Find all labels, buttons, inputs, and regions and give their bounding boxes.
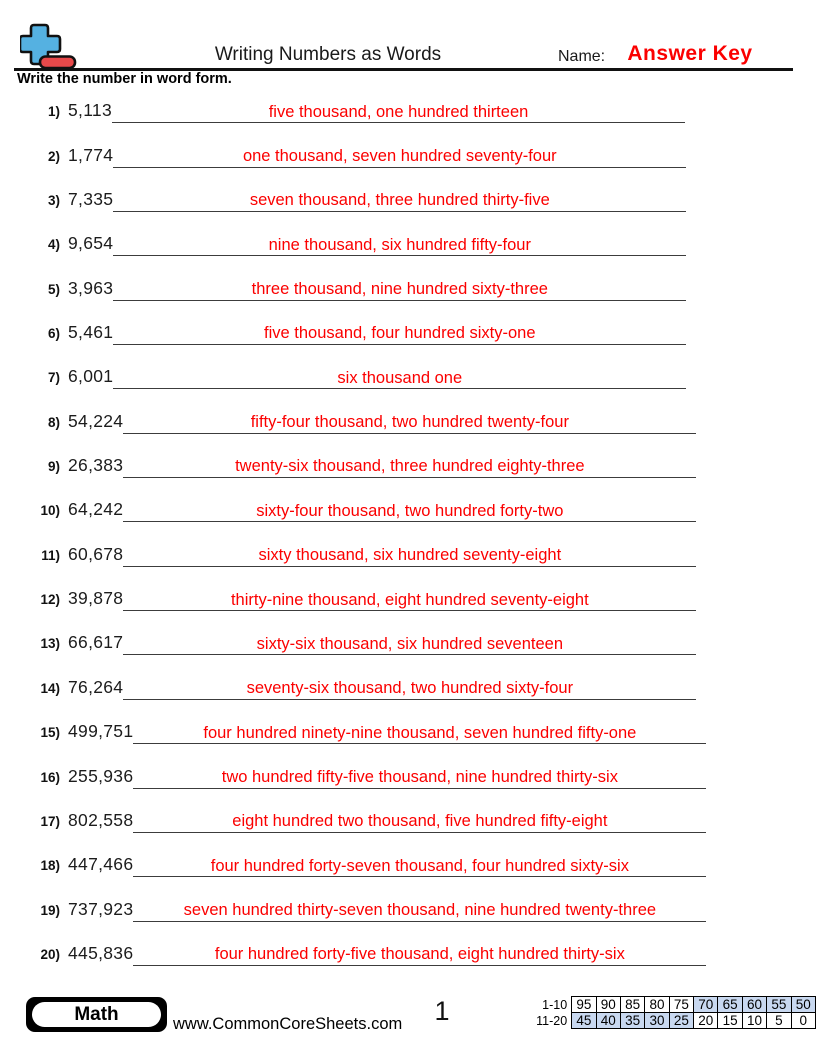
- problem-row: [30, 434, 750, 478]
- answer-text: four hundred ninety-nine thousand, seven hundred fifty-one: [203, 723, 637, 742]
- answer-blank-line: [113, 279, 686, 301]
- problem-row: [30, 611, 750, 655]
- answer-text: thirty-nine thousand, eight hundred seventy-eight: [230, 590, 589, 609]
- score-cell: 25: [669, 1013, 693, 1029]
- problem-value: 66,617: [68, 632, 124, 653]
- score-cell: 45: [572, 1013, 596, 1029]
- score-row-label: 11-20: [536, 1013, 568, 1028]
- problem-number: 16): [40, 769, 60, 785]
- page-title: Writing Numbers as Words: [214, 44, 442, 65]
- subject-badge-label: Math: [74, 1003, 119, 1025]
- problem-row: [30, 877, 750, 921]
- answer-text: four hundred forty-five thousand, eight hundred thirty-six: [214, 945, 625, 964]
- problem-value: 39,878: [68, 588, 124, 609]
- answer-blank-line: [123, 678, 696, 700]
- subject-badge-pill: [32, 1002, 161, 1027]
- problem-row: [30, 655, 750, 699]
- answer-text: seventy-six thousand, two hundred sixty-four: [246, 679, 574, 698]
- problem-number: 14): [40, 680, 60, 696]
- page-number: 1: [434, 996, 450, 1026]
- answer-text: sixty thousand, six hundred seventy-eight: [258, 546, 562, 565]
- problem-number: 7): [47, 370, 60, 386]
- score-cell: 35: [620, 1013, 644, 1029]
- problem-row: [30, 922, 750, 966]
- answer-blank-line: [123, 501, 696, 523]
- problem-row: [30, 212, 750, 256]
- problem-number: 13): [40, 636, 60, 652]
- answer-blank-line: [133, 944, 706, 966]
- answer-text: six thousand one: [337, 368, 463, 387]
- problem-row: [30, 345, 750, 389]
- answer-text: one thousand, seven hundred seventy-four: [242, 147, 557, 166]
- answer-text: sixty-six thousand, six hundred seventeen: [256, 634, 563, 653]
- answer-blank-line: [113, 323, 686, 345]
- problem-number: 12): [40, 592, 60, 608]
- answer-blank-line: [123, 545, 696, 567]
- problem-number: 19): [40, 902, 60, 918]
- score-row: [530, 1013, 816, 1029]
- problem-value: 26,383: [68, 455, 124, 476]
- problem-row: [30, 301, 750, 345]
- answer-blank-line: [133, 856, 706, 878]
- problem-value: 60,678: [68, 543, 124, 564]
- answer-blank-line: [133, 811, 706, 833]
- score-cell: 40: [596, 1013, 620, 1029]
- problem-value: 255,936: [68, 765, 134, 786]
- problem-row: [30, 700, 750, 744]
- answer-blank-line: [123, 456, 696, 478]
- problem-value: 54,224: [68, 410, 124, 431]
- problem-row: [30, 789, 750, 833]
- problem-row: [30, 168, 750, 212]
- problem-row: [30, 256, 750, 300]
- problem-row: [30, 478, 750, 522]
- problem-number: 9): [47, 459, 60, 475]
- problem-number: 10): [40, 503, 60, 519]
- answer-text: fifty-four thousand, two hundred twenty-four: [250, 413, 569, 432]
- problem-value: 499,751: [68, 721, 134, 742]
- answer-blank-line: [123, 590, 696, 612]
- score-cell: 50: [791, 997, 815, 1013]
- answer-text: seven hundred thirty-seven thousand, nine hundred twenty-three: [183, 900, 657, 919]
- problem-value: 447,466: [68, 854, 134, 875]
- problem-value: 7,335: [68, 189, 114, 210]
- answer-blank-line: [112, 102, 685, 124]
- score-row: [530, 997, 816, 1013]
- problem-number: 6): [47, 326, 60, 342]
- score-cell: 85: [620, 997, 644, 1013]
- problem-number: 3): [47, 193, 60, 209]
- website-url: www.CommonCoreSheets.com: [173, 1015, 403, 1033]
- answer-blank-line: [123, 412, 696, 434]
- instruction-text: Write the number in word form.: [17, 71, 232, 87]
- subject-badge: [26, 997, 167, 1032]
- problem-value: 737,923: [68, 898, 134, 919]
- score-cell: 80: [645, 997, 669, 1013]
- answer-text: four hundred forty-seven thousand, four hundred sixty-six: [210, 856, 629, 875]
- problem-row: [30, 744, 750, 788]
- score-grading-table: [530, 996, 816, 1029]
- problem-value: 64,242: [68, 499, 124, 520]
- answer-blank-line: [113, 190, 686, 212]
- problem-number: 17): [40, 813, 60, 829]
- problem-number: 15): [40, 725, 60, 741]
- score-cell: 20: [694, 1013, 718, 1029]
- answer-blank-line: [133, 767, 706, 789]
- name-label: Name:: [558, 48, 606, 65]
- problem-row: [30, 522, 750, 566]
- score-cell: 30: [645, 1013, 669, 1029]
- problem-row: [30, 567, 750, 611]
- problem-value: 9,654: [68, 233, 114, 254]
- problem-number: 4): [47, 237, 60, 253]
- problem-value: 3,963: [68, 277, 114, 298]
- problem-number: 2): [47, 148, 60, 164]
- answer-text: five thousand, four hundred sixty-one: [264, 324, 536, 343]
- score-cell: 5: [767, 1013, 791, 1029]
- score-row-label: 1-10: [542, 997, 568, 1012]
- score-cell: 15: [718, 1013, 742, 1029]
- score-cell: 75: [669, 997, 693, 1013]
- answer-text: twenty-six thousand, three hundred eighty-three: [235, 457, 585, 476]
- answer-text: seven thousand, three hundred thirty-five: [249, 191, 550, 210]
- problem-value: 5,461: [68, 322, 114, 343]
- problem-row: [30, 79, 750, 123]
- answer-text: nine thousand, six hundred fifty-four: [268, 235, 531, 254]
- problem-number: 18): [40, 858, 60, 874]
- answer-blank-line: [113, 235, 686, 257]
- answer-text: three thousand, nine hundred sixty-three: [251, 280, 548, 299]
- score-cell: 70: [694, 997, 718, 1013]
- problem-number: 20): [40, 946, 60, 962]
- answer-blank-line: [133, 723, 706, 745]
- problem-number: 8): [47, 414, 60, 430]
- answer-text: five thousand, one hundred thirteen: [268, 102, 529, 121]
- problem-row: [30, 123, 750, 167]
- answer-blank-line: [123, 634, 696, 656]
- score-cell: 95: [572, 997, 596, 1013]
- answer-text: eight hundred two thousand, five hundred fifty-eight: [232, 812, 608, 831]
- score-table: [530, 996, 816, 1029]
- problem-number: 11): [41, 547, 60, 563]
- answer-text: sixty-four thousand, two hundred forty-two: [256, 501, 564, 520]
- problem-value: 445,836: [68, 942, 134, 963]
- problem-value: 1,774: [68, 144, 114, 165]
- score-cell: 10: [742, 1013, 766, 1029]
- problem-value: 6,001: [68, 366, 114, 387]
- score-cell: 0: [791, 1013, 815, 1029]
- problem-row: [30, 389, 750, 433]
- problem-value: 5,113: [68, 100, 112, 121]
- answer-blank-line: [113, 368, 686, 390]
- score-cell: 90: [596, 997, 620, 1013]
- score-cell: 60: [742, 997, 766, 1013]
- score-cell: 55: [767, 997, 791, 1013]
- problem-number: 1): [47, 104, 60, 120]
- answer-blank-line: [133, 900, 706, 922]
- answer-text: two hundred fifty-five thousand, nine hundred thirty-six: [221, 767, 618, 786]
- problems-list: [30, 79, 750, 966]
- problem-row: [30, 833, 750, 877]
- answer-blank-line: [113, 146, 686, 168]
- score-cell: 65: [718, 997, 742, 1013]
- problem-value: 802,558: [68, 809, 134, 830]
- answer-key-text: Answer Key: [627, 42, 753, 65]
- problem-value: 76,264: [68, 676, 124, 697]
- problem-number: 5): [47, 281, 60, 297]
